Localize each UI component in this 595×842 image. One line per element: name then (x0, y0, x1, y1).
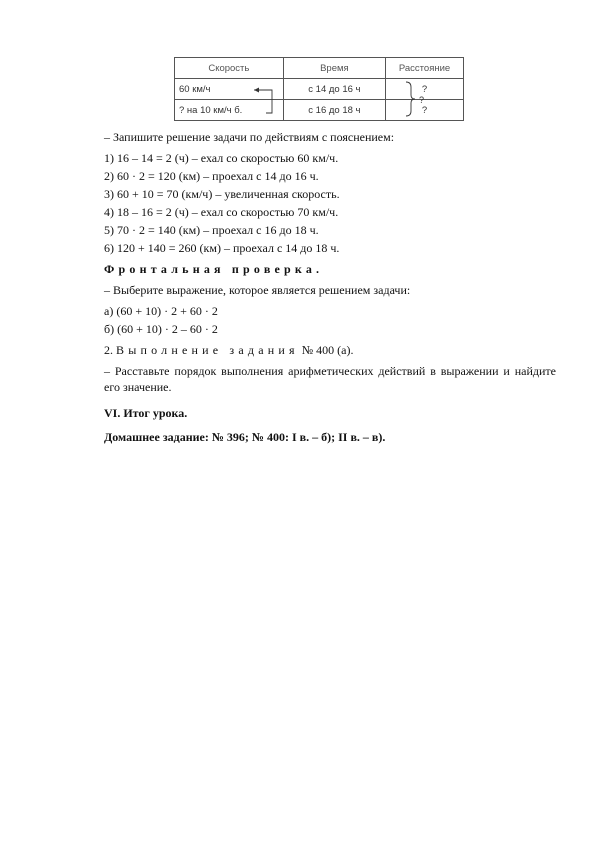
table-annotations (174, 57, 464, 120)
option-a: а) (60 + 10) · 2 + 60 · 2 (104, 304, 218, 318)
instruction-order-of-operations: – Расставьте порядок выполнения арифметических действий в выражении и найдите его значение. (104, 364, 556, 394)
solution-step-5: 5) 70 · 2 = 140 (км) – проехал с 16 до 18 ч. (104, 223, 319, 237)
solution-step-3: 3) 60 + 10 = 70 (км/ч) – увеличенная скорость. (104, 187, 340, 201)
cell-distance: ? (386, 79, 464, 100)
lesson-summary-heading: VI. Итог урока. (104, 406, 188, 420)
task-reference: № 400 (а). (301, 343, 354, 357)
cell-time: с 16 до 18 ч (283, 100, 385, 121)
cell-speed: 60 км/ч (175, 79, 284, 100)
instruction-write-solution: – Запишите решение задачи по действиям с пояснением: (104, 130, 395, 144)
task-number: 2. (104, 343, 113, 357)
cell-time: с 14 до 16 ч (283, 79, 385, 100)
option-b: б) (60 + 10) · 2 – 60 · 2 (104, 322, 218, 336)
task-title: Выполнение задания (116, 343, 299, 357)
header-speed: Скорость (175, 58, 284, 79)
curly-brace-icon (406, 82, 415, 116)
header-distance: Расстояние (386, 58, 464, 79)
frontal-check-heading: Фронтальная проверка. (104, 262, 324, 276)
problem-table (174, 57, 464, 120)
solution-step-4: 4) 18 – 16 = 2 (ч) – ехал со скоростью 70 км/ч. (104, 205, 339, 219)
cell-distance: ? (386, 100, 464, 121)
brace-mark: ? (419, 95, 425, 105)
solution-step-6: 6) 120 + 140 = 260 (км) – проехал с 14 до 18 ч. (104, 241, 340, 255)
instruction-choose-expression: – Выберите выражение, которое является решением задачи: (104, 283, 411, 297)
solution-step-2: 2) 60 · 2 = 120 (км) – проехал с 14 до 16 ч. (104, 169, 319, 183)
cell-speed: ? на 10 км/ч б. (175, 100, 284, 121)
homework-text: Домашнее задание: № 396; № 400: I в. – б); II в. – в). (104, 430, 386, 444)
solution-step-1: 1) 16 – 14 = 2 (ч) – ехал со скоростью 60 км/ч. (104, 151, 339, 165)
comparison-arrow-icon (254, 90, 272, 113)
header-time: Время (283, 58, 385, 79)
task-400-heading (104, 343, 353, 357)
